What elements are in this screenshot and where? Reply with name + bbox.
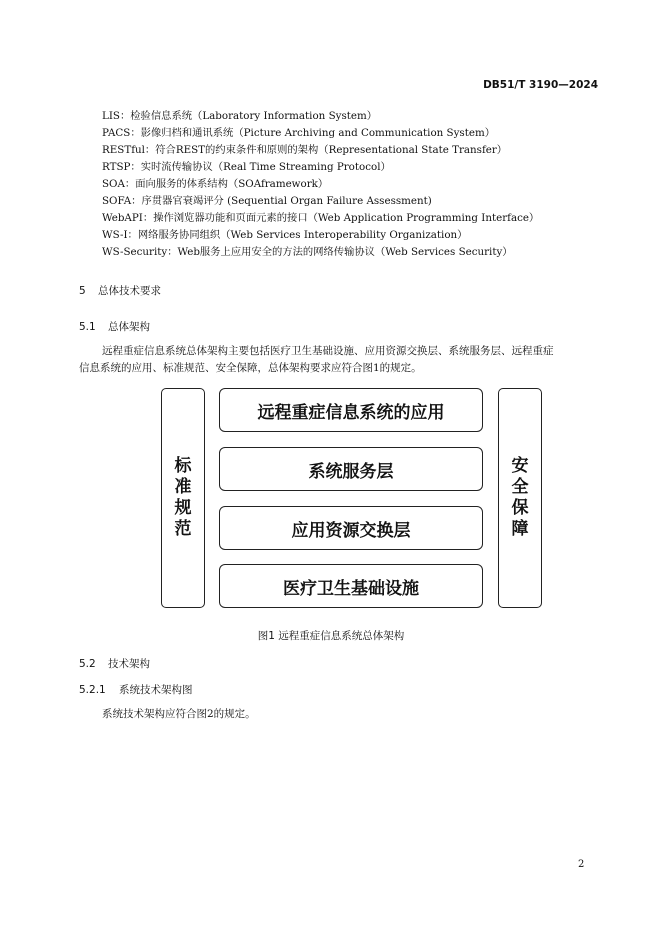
section-5-2-1-para: 系统技术架构应符合图2的规定。	[102, 708, 256, 720]
security-label: 安全保障	[511, 456, 529, 539]
section-number: 5.2	[79, 658, 96, 670]
standards-box	[161, 388, 205, 608]
section-number: 5.1	[79, 321, 96, 333]
abbreviation-list	[102, 108, 539, 261]
security-box	[498, 388, 542, 608]
application-layer-box: 远程重症信息系统的应用	[219, 388, 483, 432]
abbreviation-item: RESTful：符合REST的约束条件和原则的架构（Representational State Transfer）	[102, 144, 508, 156]
infrastructure-layer-box: 医疗卫生基础设施	[219, 564, 483, 608]
section-number: 5	[79, 285, 86, 297]
section-title: 技术架构	[108, 658, 150, 670]
abbreviation-item: WebAPI：操作浏览器功能和页面元素的接口（Web Application Programming Interface）	[102, 212, 540, 224]
page-number: 2	[578, 859, 585, 870]
abbreviation-item: WS-Security：Web服务上应用安全的方法的网络传输协议（Web Services Security）	[102, 246, 513, 258]
abbreviation-item: LIS：检验信息系统（Laboratory Information System）	[102, 110, 378, 122]
section-number: 5.2.1	[79, 684, 106, 696]
figure-1-caption: 图1 远程重症信息系统总体架构	[257, 630, 405, 642]
section-5-2-heading	[79, 656, 150, 671]
architecture-diagram	[161, 388, 543, 610]
section-5-heading	[79, 283, 161, 298]
section-5-1-para-line2: 信息系统的应用、标准规范、安全保障，总体架构要求应符合图1的规定。	[79, 362, 422, 374]
section-title: 总体架构	[108, 321, 150, 333]
section-5-2-1-heading	[79, 682, 193, 697]
abbreviation-item: RTSP：实时流传输协议（Real Time Streaming Protocol）	[102, 161, 391, 173]
abbreviation-item: PACS：影像归档和通讯系统（Picture Archiving and Communication System）	[102, 127, 496, 139]
abbreviation-item: SOFA：序贯器官衰竭评分 (Sequential Organ Failure Assessment)	[102, 195, 432, 207]
resource-exchange-layer-box: 应用资源交换层	[219, 506, 483, 550]
standard-code: DB51/T 3190—2024	[483, 79, 598, 91]
section-5-1-heading	[79, 319, 150, 334]
service-layer-box: 系统服务层	[219, 447, 483, 491]
section-title: 总体技术要求	[98, 285, 161, 297]
standards-label: 标准规范	[174, 456, 192, 539]
section-title: 系统技术架构图	[119, 684, 193, 696]
abbreviation-item: WS-I：网络服务协同组织（Web Services Interoperability Organization）	[102, 229, 468, 241]
section-5-1-para-line1: 远程重症信息系统总体架构主要包括医疗卫生基础设施、应用资源交换层、系统服务层、远程重症	[102, 345, 554, 357]
abbreviation-item: SOA：面向服务的体系结构（SOAframework）	[102, 178, 329, 190]
